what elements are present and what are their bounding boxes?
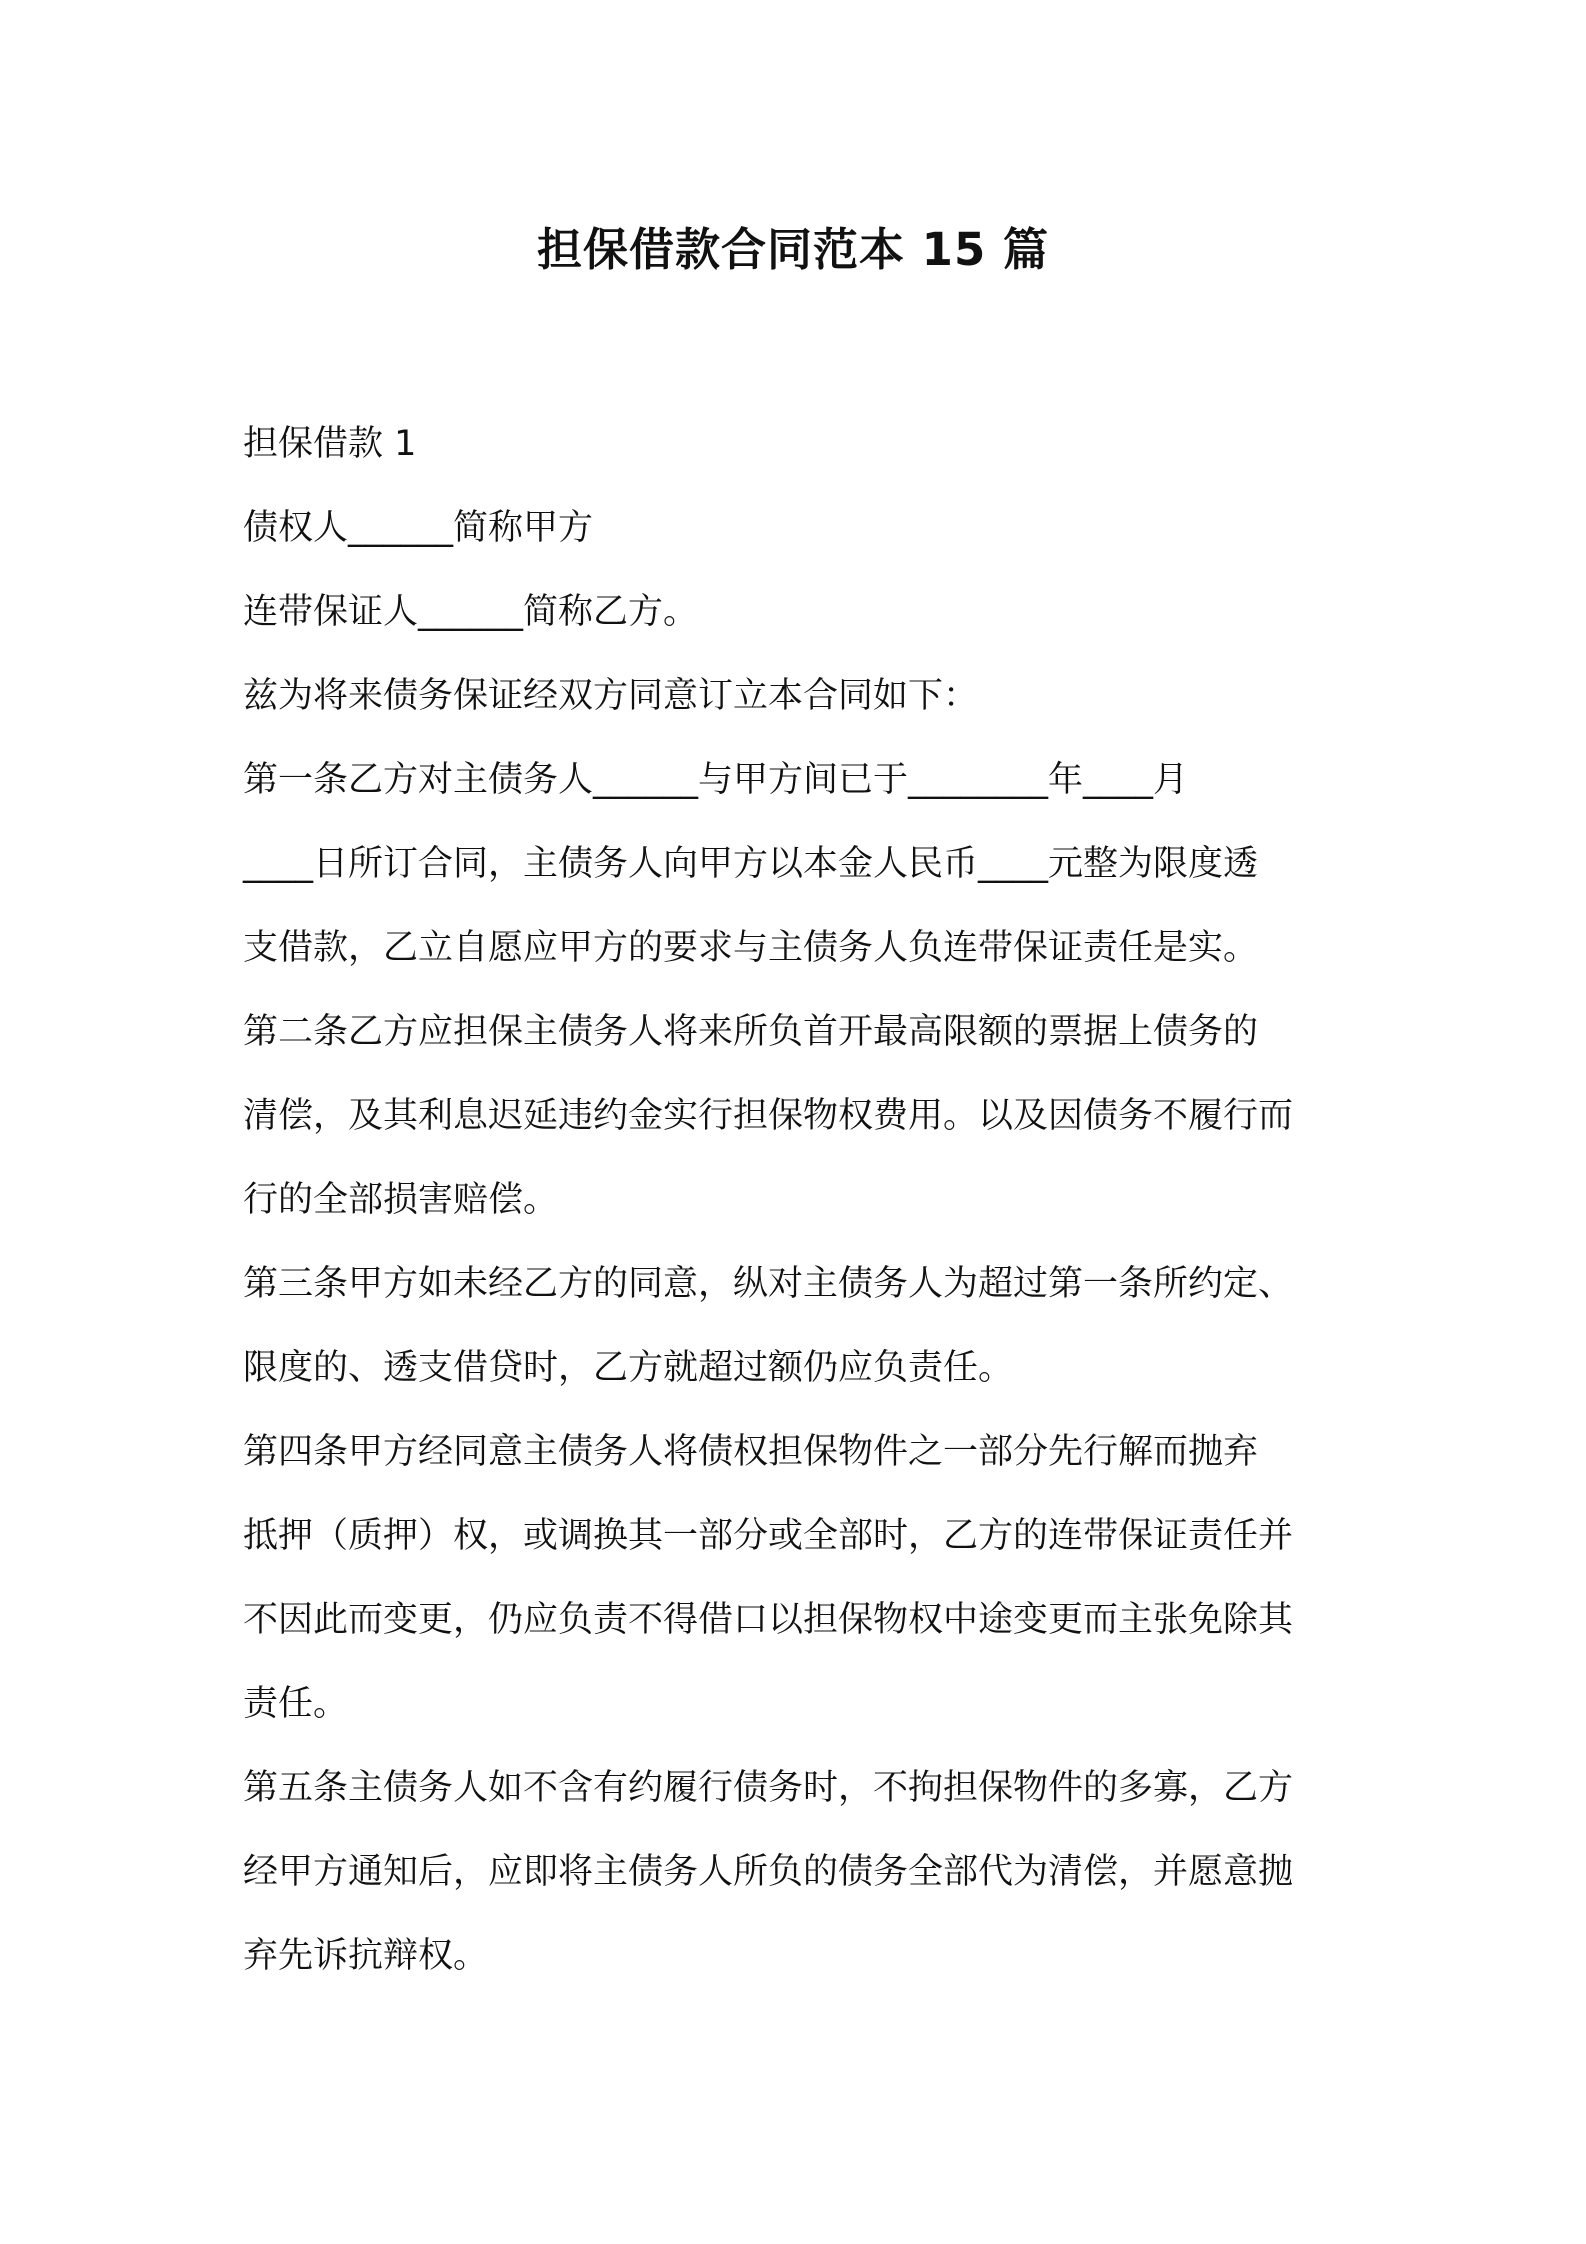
section-heading: 担保借款 1 — [243, 424, 417, 464]
article-2-line-2: 清偿，及其利息迟延违约金实行担保物权费用。以及因债务不履行而 — [243, 1096, 1294, 1136]
document-body — [243, 402, 1363, 1998]
article-2-line-3: 行的全部损害赔偿。 — [243, 1180, 559, 1220]
article-4-line-3: 不因此而变更，仍应负责不得借口以担保物权中途变更而主张免除其 — [243, 1600, 1294, 1640]
preamble-line: 兹为将来债务保证经双方同意订立本合同如下： — [243, 676, 979, 716]
article-1-line-3: 支借款，乙立自愿应甲方的要求与主债务人负连带保证责任是实。 — [243, 928, 1259, 968]
creditor-line: 债权人______简称甲方 — [243, 508, 594, 548]
article-3-line-2: 限度的、透支借贷时，乙方就超过额仍应负责任。 — [243, 1348, 1014, 1388]
article-4-line-2: 抵押（质押）权，或调换其一部分或全部时，乙方的连带保证责任并 — [243, 1516, 1294, 1556]
guarantor-line: 连带保证人______简称乙方。 — [243, 592, 699, 632]
article-4-line-1: 第四条甲方经同意主债务人将债权担保物件之一部分先行解而抛弃 — [243, 1432, 1259, 1472]
article-5-line-3: 弃先诉抗辩权。 — [243, 1936, 489, 1976]
document-title: 担保借款合同范本 15 篇 — [537, 223, 1049, 276]
article-3-line-1: 第三条甲方如未经乙方的同意，纵对主债务人为超过第一条所约定、 — [243, 1264, 1294, 1304]
article-1-line-1: 第一条乙方对主债务人______与甲方间已于________年____月 — [243, 760, 1189, 800]
article-5-line-1: 第五条主债务人如不含有约履行债务时，不拘担保物件的多寡，乙方 — [243, 1768, 1294, 1808]
article-5-line-2: 经甲方通知后，应即将主债务人所负的债务全部代为清偿，并愿意抛 — [243, 1852, 1294, 1892]
article-4-line-4: 责任。 — [243, 1684, 349, 1724]
article-2-line-1: 第二条乙方应担保主债务人将来所负首开最高限额的票据上债务的 — [243, 1012, 1259, 1052]
article-1-line-2: ____日所订合同，主债务人向甲方以本金人民币____元整为限度透 — [243, 844, 1259, 884]
